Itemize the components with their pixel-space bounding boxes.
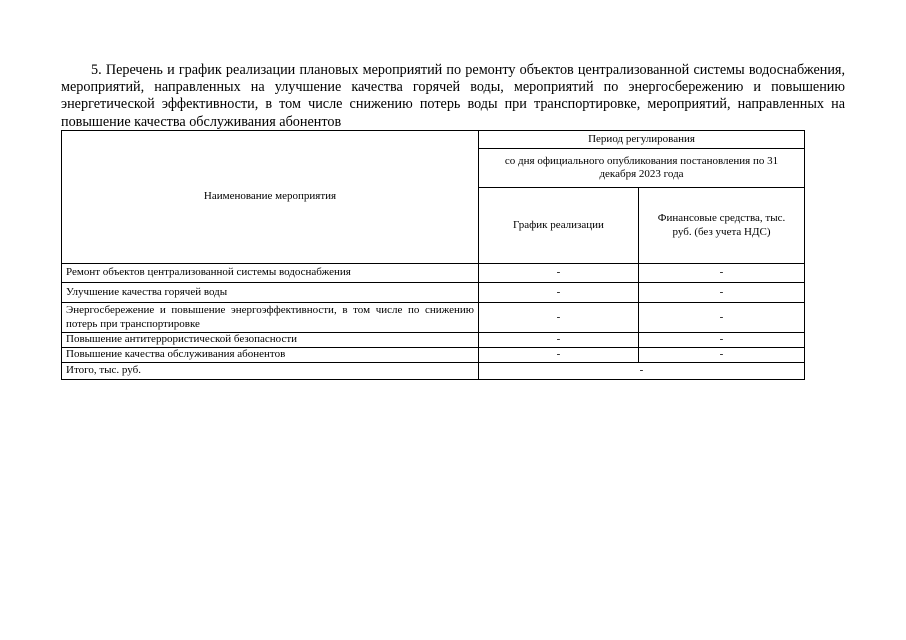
- row-finance: -: [639, 283, 805, 303]
- row-name: Повышение качества обслуживания абонентов: [62, 348, 479, 363]
- column-header-period-range: со дня официального опубликования постановления по 31 декабря 2023 года: [479, 149, 805, 188]
- row-name: Улучшение качества горячей воды: [62, 283, 479, 303]
- row-finance: -: [639, 348, 805, 363]
- section-heading: 5. Перечень и график реализации плановых мероприятий по ремонту объектов централизованной системы водоснабжения, мероприятий, направленных на улучшение качества горячей воды, мероприятий по энергосбережению и повышению энергетической эффективности, в том числе снижению потерь воды при транспортировке, мероприятий, направленных на повышение качества обслуживания абонентов: [61, 62, 845, 130]
- row-schedule: -: [479, 333, 639, 348]
- row-schedule: -: [479, 303, 639, 333]
- column-header-finance: Финансовые средства, тыс. руб. (без учета НДС): [639, 188, 805, 264]
- column-header-schedule: График реализации: [479, 188, 639, 264]
- measures-table: [61, 130, 805, 380]
- row-finance: -: [639, 303, 805, 333]
- header-row-1: [62, 131, 805, 149]
- table-row: [62, 348, 805, 363]
- row-name: Энергосбережение и повышение энергоэффективности, в том числе по снижению потерь при транспортировке: [62, 303, 479, 333]
- row-schedule: -: [479, 264, 639, 283]
- row-finance: -: [639, 333, 805, 348]
- row-schedule: -: [479, 348, 639, 363]
- table-row: [62, 333, 805, 348]
- row-schedule: -: [479, 283, 639, 303]
- row-name: Повышение антитеррористической безопасности: [62, 333, 479, 348]
- table-row: [62, 303, 805, 333]
- row-name: Ремонт объектов централизованной системы водоснабжения: [62, 264, 479, 283]
- total-value: -: [479, 363, 805, 380]
- column-header-period: Период регулирования: [479, 131, 805, 149]
- column-header-name: Наименование мероприятия: [62, 131, 479, 264]
- table-row: [62, 283, 805, 303]
- total-row: [62, 363, 805, 380]
- table-row: [62, 264, 805, 283]
- total-label: Итого, тыс. руб.: [62, 363, 479, 380]
- row-finance: -: [639, 264, 805, 283]
